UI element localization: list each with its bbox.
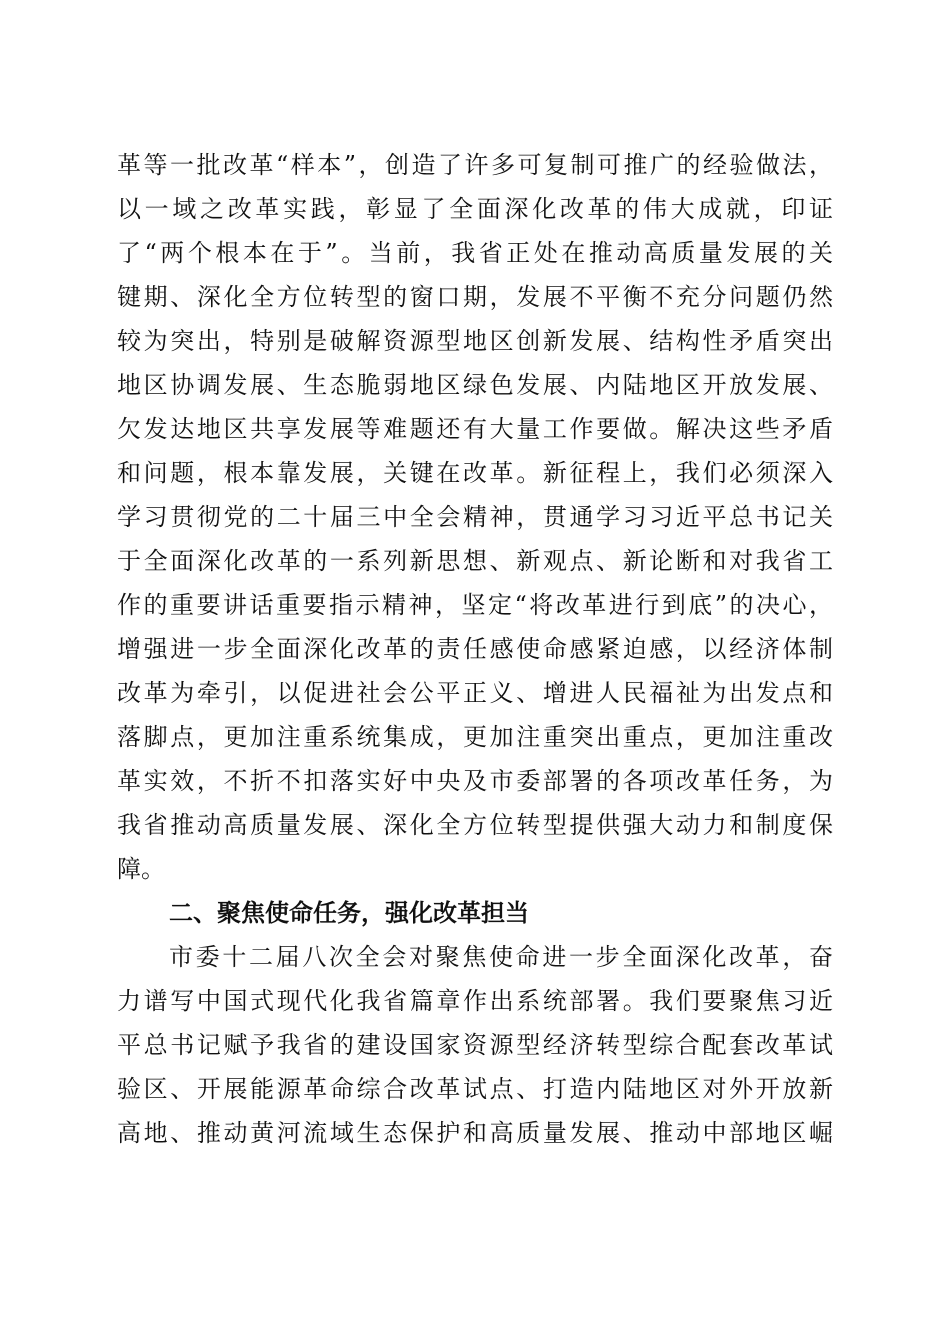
text-line: 欠发达地区共享发展等难题还有大量工作要做。解决这些矛盾 <box>117 415 833 443</box>
text-line: 于全面深化改革的一系列新思想、新观点、新论断和对我省工 <box>117 547 833 575</box>
text-line: 落脚点，更加注重系统集成，更加注重突出重点，更加注重改 <box>117 723 833 751</box>
text-line: 较为突出，特别是破解资源型地区创新发展、结构性矛盾突出 <box>117 327 833 355</box>
text-line: 学习贯彻党的二十届三中全会精神，贯通学习习近平总书记关 <box>117 503 833 531</box>
text-line: 市委十二届八次全会对聚焦使命进一步全面深化改革，奋 <box>169 943 833 971</box>
text-line: 我省推动高质量发展、深化全方位转型提供强大动力和制度保 <box>117 811 833 839</box>
paragraph-1 <box>117 143 833 891</box>
text-line: 高地、推动黄河流域生态保护和高质量发展、推动中部地区崛 <box>117 1119 833 1147</box>
text-line: 改革为牵引，以促进社会公平正义、增进人民福祉为出发点和 <box>117 679 833 707</box>
document-page <box>117 143 833 1155</box>
text-line: 键期、深化全方位转型的窗口期，发展不平衡不充分问题仍然 <box>117 283 833 311</box>
text-line: 革实效，不折不扣落实好中央及市委部署的各项改革任务，为 <box>117 767 833 795</box>
text-line: 障。 <box>117 855 165 883</box>
text-line: 了“两个根本在于”。当前，我省正处在推动高质量发展的关 <box>117 239 833 267</box>
text-line: 验区、开展能源革命综合改革试点、打造内陆地区对外开放新 <box>117 1075 833 1103</box>
text-line: 平总书记赋予我省的建设国家资源型经济转型综合配套改革试 <box>117 1031 833 1059</box>
text-line: 和问题，根本靠发展，关键在改革。新征程上，我们必须深入 <box>117 459 833 487</box>
text-line: 以一域之改革实践，彰显了全面深化改革的伟大成就，印证 <box>117 195 833 223</box>
paragraph-2 <box>117 935 833 1155</box>
section-heading: 二、聚焦使命任务，强化改革担当 <box>169 899 529 927</box>
text-line: 力谱写中国式现代化我省篇章作出系统部署。我们要聚焦习近 <box>117 987 833 1015</box>
text-line: 增强进一步全面深化改革的责任感使命感紧迫感，以经济体制 <box>117 635 833 663</box>
text-line: 革等一批改革“样本”，创造了许多可复制可推广的经验做法， <box>117 151 833 179</box>
text-line: 作的重要讲话重要指示精神，坚定“将改革进行到底”的决心， <box>117 591 833 619</box>
text-line: 地区协调发展、生态脆弱地区绿色发展、内陆地区开放发展、 <box>117 371 833 399</box>
